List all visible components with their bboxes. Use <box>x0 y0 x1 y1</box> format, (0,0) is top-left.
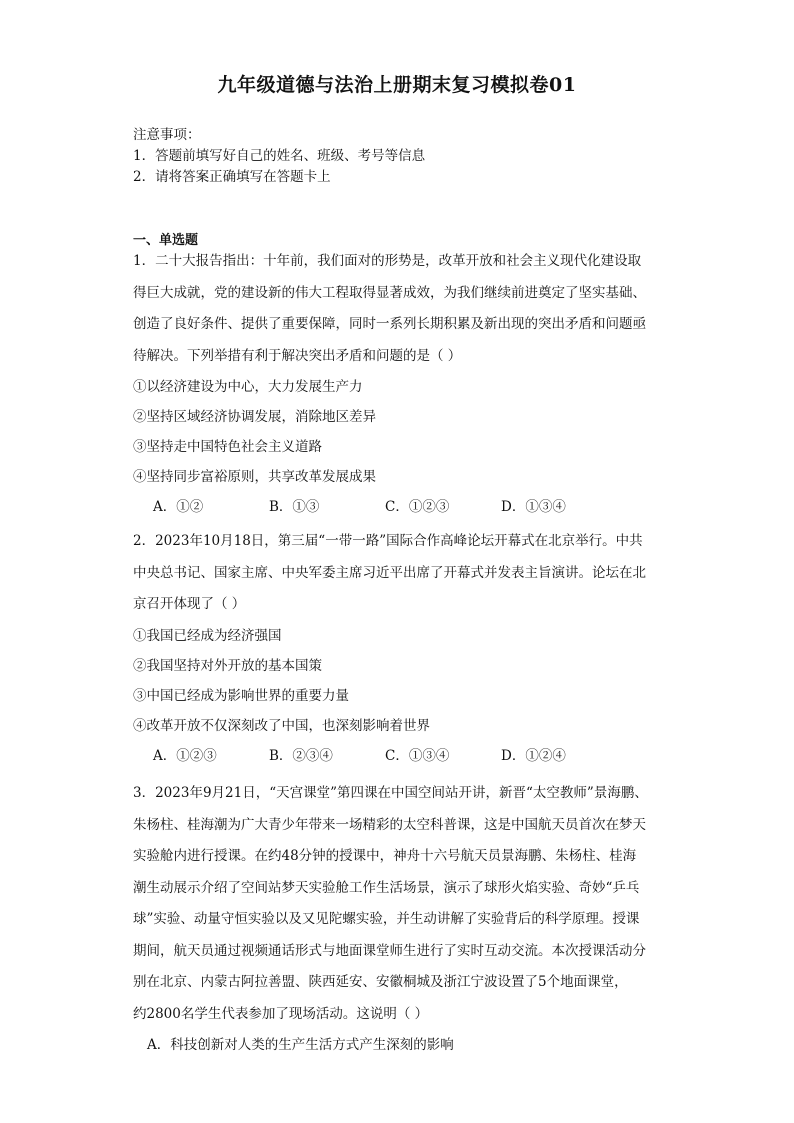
question-line: 中央总书记、国家主席、中央军委主席习近平出席了开幕式并发表主旨演讲。论坛在北 <box>133 564 646 581</box>
notice-block <box>133 125 425 188</box>
question-line: 待解决。下列举措有利于解决突出矛盾和问题的是（ ） <box>133 347 462 364</box>
question-line: 球”实验、动量守恒实验以及又见陀螺实验，并生动讲解了实验背后的科学原理。授课 <box>133 911 640 927</box>
statement-option: ④改革开放不仅深刻改了中国，也深刻影响着世界 <box>133 717 430 734</box>
choice-a: A．①② <box>153 499 204 515</box>
question-line: 别在北京、内蒙古阿拉善盟、陕西延安、安徽桐城及浙江宁波设置了5个地面课堂， <box>133 974 628 990</box>
statement-option: ④坚持同步富裕原则，共享改革发展成果 <box>133 469 376 485</box>
choice-c: C．①③④ <box>385 747 450 764</box>
statement-option: ③坚持走中国特色社会主义道路 <box>133 439 322 455</box>
question-3 <box>133 778 673 1060</box>
statement-option: ②我国坚持对外开放的基本国策 <box>133 657 322 674</box>
notice-item: 2．请将答案正确填写在答题卡上 <box>133 169 331 185</box>
question-line: 实验舱内进行授课。在约48分钟的授课中，神舟十六号航天员景海鹏、朱杨柱、桂海 <box>133 848 637 864</box>
question-2 <box>133 526 673 771</box>
question-line: 1．二十大报告指出：十年前，我们面对的形势是，改革开放和社会主义现代化建设取 <box>133 253 642 269</box>
notice-heading: 注意事项： <box>133 127 201 143</box>
question-line: 2．2023年10月18日，第三届“一带一路”国际合作高峰论坛开幕式在北京举行。中共 <box>133 533 643 549</box>
answer-choices <box>133 492 673 522</box>
choice-a: A．科技创新对人类的生产生活方式产生深刻的影响 <box>147 1037 454 1053</box>
question-line: 约2800名学生代表参加了现场活动。这说明（ ） <box>133 1005 429 1022</box>
choice-b: B．①③ <box>269 499 320 515</box>
notice-item: 1．答题前填写好自己的姓名、班级、考号等信息 <box>133 148 426 164</box>
question-line: 朱杨柱、桂海潮为广大青少年带来一场精彩的太空科普课，这是中国航天员首次在梦天 <box>133 816 646 833</box>
choice-c: C．①②③ <box>385 499 450 515</box>
statement-option: ②坚持区域经济协调发展，消除地区差异 <box>133 409 376 425</box>
choice-a: A．①②③ <box>153 747 217 764</box>
section-heading: 一、单选题 <box>133 233 199 248</box>
question-1 <box>133 246 673 522</box>
question-line: 创造了良好条件、提供了重要保障，同时一系列长期积累及新出现的突出矛盾和问题亟 <box>133 316 646 332</box>
statement-option: ①以经济建设为中心，大力发展生产力 <box>133 379 363 395</box>
statement-option: ③中国已经成为影响世界的重要力量 <box>133 687 349 704</box>
question-line: 3．2023年9月21日，“天宫课堂”第四课在中国空间站开讲，新晋“太空教师”景海鹏、 <box>133 785 648 801</box>
question-line: 潮生动展示介绍了空间站梦天实验舱工作生活场景，演示了球形火焰实验、奇妙“乒乓 <box>133 879 640 896</box>
question-line: 京召开体现了（ ） <box>133 596 246 612</box>
choice-d: D．①③④ <box>501 499 566 515</box>
page-title: 九年级道德与法治上册期末复习模拟卷01 <box>217 74 577 96</box>
question-line: 期间，航天员通过视频通话形式与地面课堂师生进行了实时互动交流。本次授课活动分 <box>133 942 646 959</box>
statement-option: ①我国已经成为经济强国 <box>133 627 282 644</box>
question-line: 得巨大成就，党的建设新的伟大工程取得显著成效，为我们继续前进奠定了坚实基础、 <box>133 284 646 301</box>
choice-d: D．①②④ <box>501 747 566 764</box>
answer-choices <box>133 741 673 771</box>
choice-b: B．②③④ <box>269 747 333 764</box>
